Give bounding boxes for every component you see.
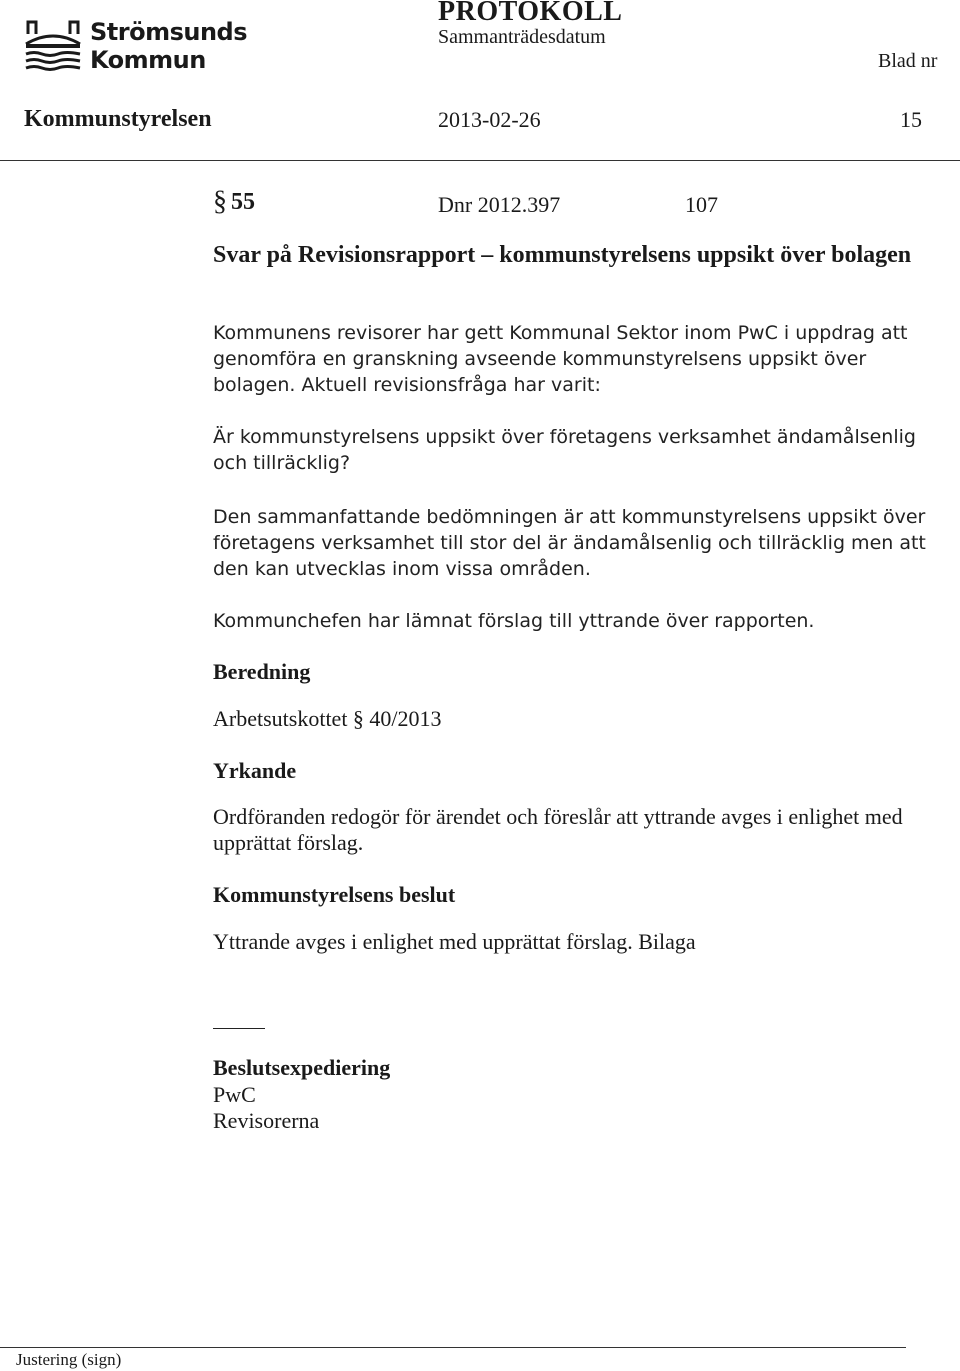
case-number: Dnr 2012.397 [438, 192, 561, 217]
decision-text: Yttrande avges i enlighet med upprättat förslag. Bilaga [213, 929, 696, 954]
header-divider [0, 160, 960, 161]
decision-heading: Kommunstyrelsens beslut [213, 882, 456, 907]
signature-label: Justering (sign) [16, 1350, 122, 1369]
page-number: 15 [900, 107, 922, 132]
separator-line [213, 1028, 265, 1029]
yrkande-text: Ordföranden redogör för ärendet och föreslår att yttrande avges i enlighet med upprättat förslag. [213, 804, 903, 855]
logo-text-line2: Kommun [90, 46, 206, 74]
distribution-recipient: PwC [213, 1082, 256, 1107]
beredning-heading: Beredning [213, 659, 311, 684]
paragraph-proposal: Kommunchefen har lämnat förslag till yttrande över rapporten. [213, 610, 815, 632]
footer-divider [0, 1347, 906, 1348]
paragraph-intro: Kommunens revisorer har gett Kommunal Sektor inom PwC i uppdrag att genomföra en granskning avseende kommunstyrelsens uppsikt över bolagen. Aktuell revisionsfråga har varit: [213, 322, 908, 396]
meeting-date-label: Sammanträdesdatum [438, 26, 606, 48]
municipality-logo [24, 14, 248, 74]
paragraph-number: 55 [231, 189, 255, 215]
document-title: PROTOKOLL [438, 0, 623, 27]
distribution-recipient: Revisorerna [213, 1108, 320, 1133]
distribution-heading: Beslutsexpediering [213, 1055, 391, 1080]
paragraph-mark: § [213, 186, 227, 217]
paragraph-assessment: Den sammanfattande bedömningen är att kommunstyrelsens uppsikt över företagens verksamhet till stor del är ändamålsenlig och tillräcklig men att den kan utvecklas inom vissa områden. [213, 506, 926, 580]
committee-name: Kommunstyrelsen [24, 106, 212, 132]
logo-text-line1: Strömsunds [90, 18, 248, 46]
beredning-text: Arbetsutskottet § 40/2013 [213, 706, 442, 731]
paragraph-question: Är kommunstyrelsens uppsikt över företagens verksamhet ändamålsenlig och tillräcklig? [213, 426, 916, 474]
reference-number: 107 [685, 192, 718, 217]
yrkande-heading: Yrkande [213, 758, 297, 783]
sheet-number-label: Blad nr [878, 50, 938, 72]
section-heading: Svar på Revisionsrapport – kommunstyrelsens uppsikt över bolagen [213, 242, 912, 268]
meeting-date: 2013-02-26 [438, 107, 541, 132]
